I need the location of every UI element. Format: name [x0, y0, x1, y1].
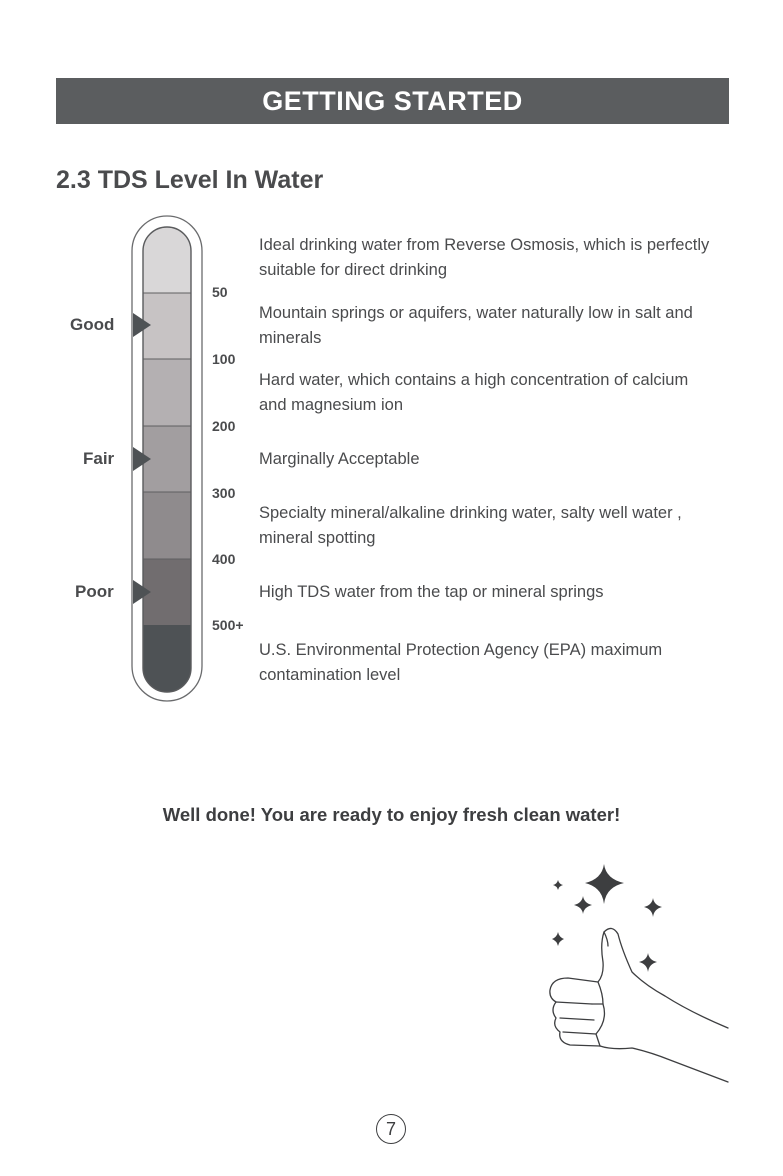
- tick-label-200: 200: [212, 418, 236, 434]
- tick-label-300: 300: [212, 485, 236, 501]
- tick-label-100: 100: [212, 351, 236, 367]
- description-1: Ideal drinking water from Reverse Osmosis, which is perfectly suitable for direct drinking: [259, 236, 710, 279]
- thumbs-up-sparkles-icon: [550, 864, 728, 1082]
- gauge-segment-3: [143, 359, 191, 426]
- description-4: Marginally Acceptable: [259, 450, 420, 468]
- gauge-segment-7: [143, 625, 191, 692]
- section-title: 2.3 TDS Level In Water: [56, 166, 324, 194]
- closing-message: Well done! You are ready to enjoy fresh clean water!: [162, 804, 621, 825]
- description-7: U.S. Environmental Protection Agency (EPA) maximum contamination level: [259, 641, 663, 684]
- tick-label-50: 50: [212, 284, 228, 300]
- level-label-poor: Poor: [75, 582, 114, 601]
- description-3: Hard water, which contains a high concentration of calcium and magnesium ion: [259, 371, 689, 414]
- gauge-segment-5: [143, 492, 191, 559]
- description-2: Mountain springs or aquifers, water naturally low in salt and minerals: [259, 304, 693, 347]
- page-number: 7: [376, 1114, 406, 1144]
- tick-label-400: 400: [212, 551, 236, 567]
- level-label-good: Good: [70, 315, 115, 334]
- description-6: High TDS water from the tap or mineral springs: [259, 583, 604, 601]
- level-label-fair: Fair: [83, 449, 115, 468]
- gauge-segment-1: [143, 227, 191, 293]
- header-bar: GETTING STARTED: [56, 78, 729, 124]
- description-5: Specialty mineral/alkaline drinking water, salty well water , mineral spotting: [259, 504, 682, 547]
- tick-label-500-plus: 500+: [212, 617, 244, 633]
- gauge-segment-2: [143, 293, 191, 359]
